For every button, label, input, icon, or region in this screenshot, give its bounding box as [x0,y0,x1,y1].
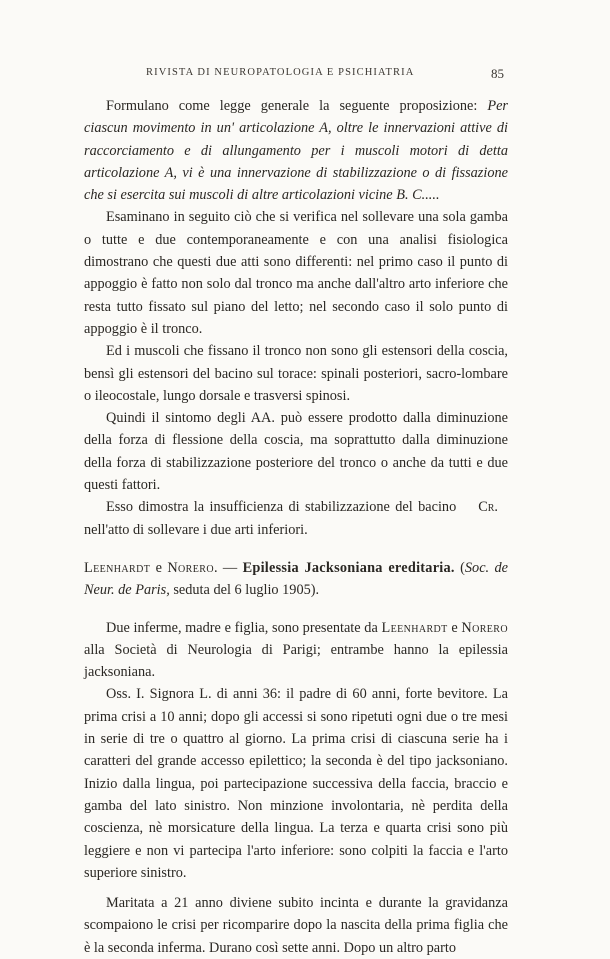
source-open: ( [454,559,465,576]
intro-author-1: Leenhardt [381,619,448,636]
paragraph-5-signature: Cr. [478,499,498,516]
observation-paragraph: Oss. I. Signora L. di anni 36: il padre di 60 anni, forte bevitore. La prima crisi a 10 anni; dopo gli accessi si sono ripetuti ogni due o tre mesi in serie di tre o quattro al giorno. La prima crisi di ciascuna serie ha i caratteri del grande accesso epilettico; la seconda è del tipo jacksoniano. Inizio dalla lingua, poi partecipazione successiva della faccia, braccio e gamba del lato sinistro. Non minzione involontaria, nè perdita della coscienza, nè morsicature della lingua. La terza e quarta crisi sono più leggiere e non vi partecipa l'arto inferiore: sono colpiti la faccia e l'arto superiore sinistro. [84,686,508,881]
paragraph-3: Ed i muscoli che fissano il tronco non sono gli estensori della coscia, bensì gli estensori del bacino sul torace: spinali posteriori, sacro-lombare o ileocostale, lungo dorsale e trasversi spinosi. [84,343,508,404]
article-source: Soc. de Neur. de Paris, [84,559,508,599]
author-norero: Norero [167,559,214,576]
article-title: Epilessia Jacksoniana ereditaria. [242,559,455,576]
paragraph-1-italic: Per ciascun movimento in un' articolazione A, oltre le innervazioni attive di raccorciamento e di allungamento per i muscoli motori di detta articolazione A, vi è una innervazione di stabilizzazione o di fissazione che si esercita sui muscoli di altre articolazioni vicine B. C..... [84,98,508,204]
article-heading [84,557,508,602]
author-conjunction: e [150,559,168,576]
heading-dash: . — [213,559,243,576]
page-number: 85 [491,66,504,81]
intro-author-2: Norero [461,619,508,636]
paragraph-1-lead: Formulano come legge generale la seguente proposizione: [106,98,488,114]
paragraph-4: Quindi il sintomo degli AA. può essere prodotto dalla diminuzione della forza di flessione della coscia, ma soprattutto dalla diminuzione della forza di stabilizzazione posteriore del tronco o anche da tutti e due questi fattori. [84,410,508,494]
article-body [84,95,508,959]
intro-tail: alla Società di Neurologia di Parigi; entrambe hanno la epilessia jacksoniana. [84,641,508,681]
author-leenhardt: Leenhardt [84,559,151,576]
page-header [0,66,610,84]
paragraph-5 [84,496,508,541]
paragraph-5-text: Esso dimostra la insufficienza di stabilizzazione del bacino nell'atto di sollevare i due arti inferiori. [84,499,457,538]
intro-lead: Due inferme, madre e figlia, sono presentate da [106,619,382,636]
last-paragraph: Maritata a 21 anno diviene subito incinta e durante la gravidanza scompaiono le crisi per ricomparire dopo la nascita della prima figlia che è la seconda inferma. Durano così sette anni. Dopo un altro parto [84,895,508,956]
running-title: RIVISTA DI NEUROPATOLOGIA E PSICHIATRIA [146,67,415,78]
intro-middle: e [447,619,462,636]
section-spacer [84,602,508,617]
source-close: seduta del 6 luglio 1905). [169,582,320,599]
paragraph-1 [84,95,508,206]
paragraph-2: Esaminano in seguito ciò che si verifica nel sollevare una sola gamba o tutte e due contemporaneamente e con una analisi fisiologica dimostrano che questi due atti sono differenti: nel primo caso il punto di appoggio è fatto non solo dal tronco ma anche dall'altro arto inferiore che resta tutto fissato sul piano del letto; nel secondo caso il solo punto di appoggio è il tronco. [84,209,508,337]
intro-paragraph [84,617,508,684]
